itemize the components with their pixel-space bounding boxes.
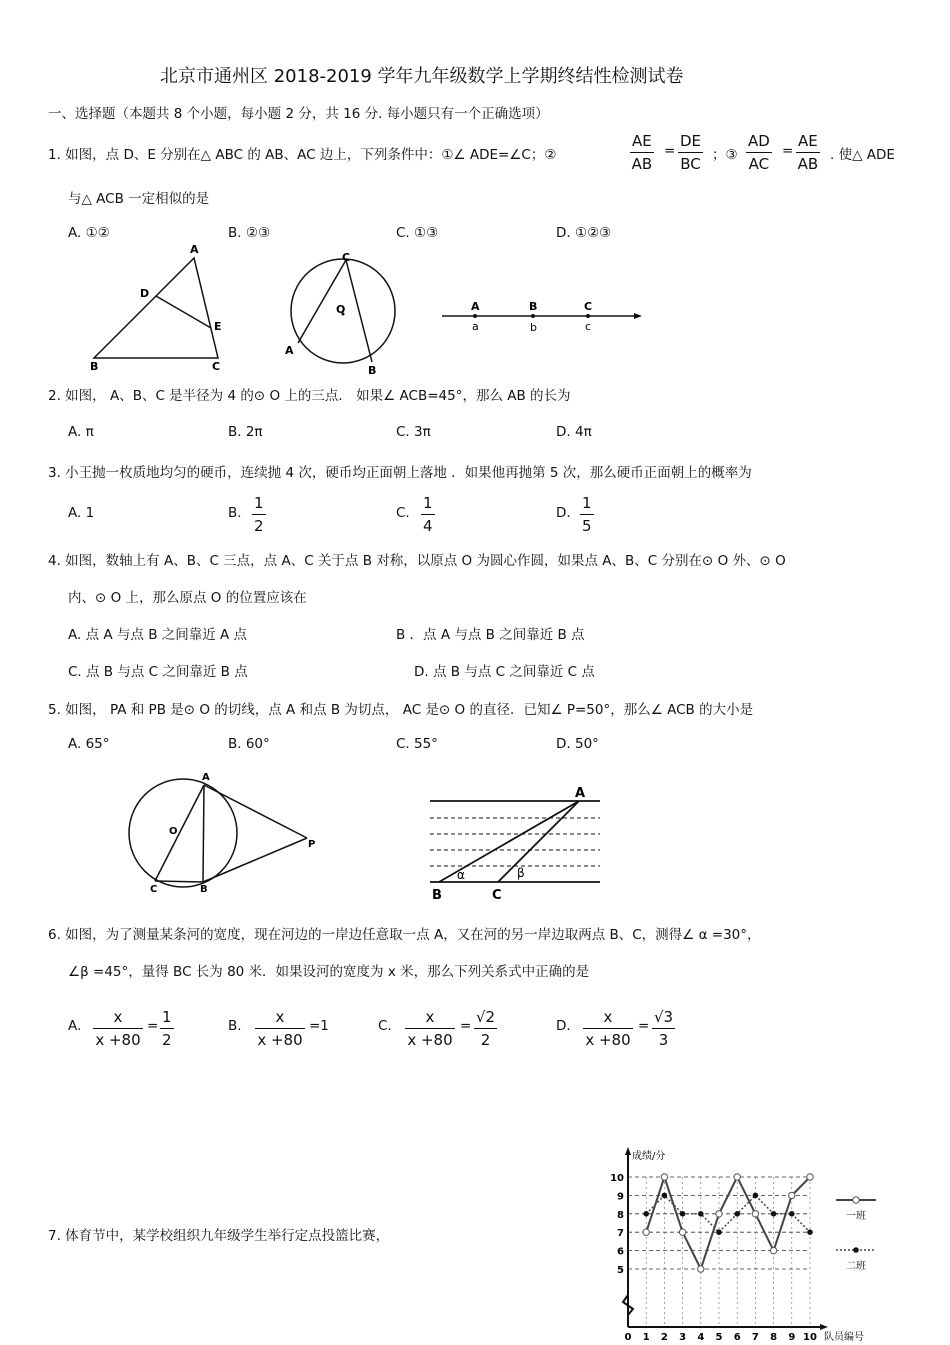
series-point-1 [679, 1229, 685, 1235]
series-point-1 [734, 1174, 740, 1180]
q2-option-c: C. 3π [396, 424, 431, 440]
q3-option-b-fraction [252, 492, 266, 537]
denominator: AB [797, 155, 819, 173]
y-axis-arrow [625, 1147, 631, 1155]
y-tick-label: 10 [610, 1173, 624, 1184]
denominator: 3 [658, 1031, 669, 1049]
series-point-1 [716, 1211, 722, 1217]
q1-option-a: A. ①② [68, 225, 110, 241]
y-tick-label: 7 [617, 1228, 624, 1240]
x-tick-label: 8 [770, 1332, 778, 1343]
x-tick-label: 7 [751, 1332, 759, 1343]
equals: = [147, 1018, 159, 1034]
series-point-1 [770, 1247, 776, 1253]
q3-option-c-fraction [421, 492, 435, 537]
y-tick-label: 6 [617, 1246, 624, 1258]
q6-stem-2: ∠β =45°，量得 BC 长为 80 米．如果设河的宽度为 x 米，那么下列关系式中正确的是 [68, 964, 590, 980]
denominator: BC [680, 155, 701, 173]
q1-fraction-3 [746, 130, 772, 175]
river-figure [425, 782, 610, 904]
q5-option-a: A. 65° [68, 736, 110, 752]
q4-stem-2: 内、⊙ O 上，那么原点 O 的位置应该在 [68, 590, 307, 606]
series-point-2 [680, 1211, 686, 1217]
legend-marker-2 [853, 1247, 859, 1253]
q6-option-c: C. [378, 1018, 392, 1034]
q2-option-a: A. π [68, 424, 94, 440]
x-tick-label: 1 [642, 1332, 650, 1343]
y-axis-label: 成绩/分 [632, 1151, 666, 1162]
denominator: AC [748, 155, 770, 173]
q3-option-c: C. [396, 505, 410, 521]
denominator: x +80 [257, 1031, 303, 1049]
q5-option-c: C. 55° [396, 736, 438, 752]
equals: = [460, 1018, 472, 1034]
y-tick-label: 9 [617, 1191, 624, 1203]
numerator: √2 [474, 1006, 497, 1029]
numerator: 1 [580, 492, 594, 515]
q1-option-c: C. ①③ [396, 225, 439, 241]
numerator: x [93, 1006, 143, 1029]
q1-option-d: D. ①②③ [556, 225, 612, 241]
q4-option-a: A. 点 A 与点 B 之间靠近 A 点 [68, 627, 248, 643]
q6-option-c-rhs [474, 1006, 497, 1051]
triangle-figure [80, 240, 240, 375]
x-tick-label: 10 [803, 1332, 817, 1343]
label-b: B [529, 300, 538, 313]
label-a: A [285, 344, 294, 357]
label-b: B [432, 888, 442, 903]
q3-stem: 3. 小王抛一枚质地均匀的硬币，连续抛 4 次，硬币均正面朝上落地 ．如果他再抛第 5 次，那么硬币正面朝上的概率为 [48, 465, 752, 481]
series-point-1 [789, 1192, 795, 1198]
numerator: AE [630, 130, 654, 153]
numerator: x [405, 1006, 455, 1029]
numerator: AE [796, 130, 820, 153]
section-heading: 一、选择题（本题共 8 个小题，每小题 2 分，共 16 分. 每小题只有一个正确选项） [48, 106, 549, 122]
label-o: O [169, 826, 178, 837]
q3-option-d: D. [556, 505, 571, 521]
x-axis-arrow [820, 1324, 828, 1330]
series-point-2 [753, 1193, 759, 1199]
series-point-2 [789, 1211, 795, 1217]
x-tick-label: 0 [624, 1332, 632, 1343]
series-point-2 [734, 1211, 740, 1217]
q6-option-d-lhs [583, 1006, 633, 1051]
series-point-1 [698, 1266, 704, 1272]
q5-option-d: D. 50° [556, 736, 599, 752]
q4-option-c: C. 点 B 与点 C 之间靠近 B 点 [68, 664, 248, 680]
label-b: B [90, 360, 99, 373]
label-b: B [200, 884, 208, 895]
numerator: x [583, 1006, 633, 1029]
denominator: 2 [162, 1031, 172, 1049]
series-point-1 [661, 1174, 667, 1180]
q6-option-d-rhs [652, 1006, 675, 1051]
number-line-figure [440, 295, 650, 340]
denominator: 5 [582, 517, 592, 535]
denominator: 4 [423, 517, 433, 535]
x-tick-label: 9 [788, 1332, 796, 1343]
q2-option-b: B. 2π [228, 424, 263, 440]
label-c: C [212, 360, 221, 373]
numerator: DE [678, 130, 703, 153]
tangent-circle-figure [120, 768, 330, 898]
q6-option-a: A. [68, 1018, 82, 1034]
denominator: 2 [480, 1031, 491, 1049]
label-e: E [214, 320, 222, 333]
y-tick-label: 5 [617, 1265, 624, 1276]
q6-option-a-lhs [93, 1006, 143, 1051]
q5-stem: 5. 如图， PA 和 PB 是⊙ O 的切线，点 A 和点 B 为切点， AC 是⊙ O 的直径．已知∠ P=50°，那么∠ ACB 的大小是 [48, 702, 754, 718]
denominator: x +80 [585, 1031, 631, 1049]
q1-stem: 1. 如图，点 D、E 分别在△ ABC 的 AB、AC 边上，下列条件中：①∠ ADE=∠C；② [48, 147, 557, 163]
series-point-2 [716, 1229, 722, 1235]
label-a: A [471, 300, 480, 313]
series-point-2 [771, 1211, 777, 1217]
x-tick-label: 5 [715, 1332, 723, 1343]
numerator: x [255, 1006, 305, 1029]
legend-marker-1 [853, 1197, 859, 1203]
x-tick-label: 2 [660, 1332, 668, 1343]
label-p: P [308, 839, 316, 850]
legend-label-1: 一班 [846, 1211, 866, 1222]
q1-fraction-4 [796, 130, 820, 175]
q7-stem: 7. 体育节中，某学校组织九年级学生举行定点投篮比赛， [48, 1228, 390, 1244]
label-a: A [202, 772, 210, 783]
denominator: AB [631, 155, 653, 173]
series-point-2 [807, 1229, 813, 1235]
label-c: C [150, 884, 158, 895]
q6-option-a-rhs [160, 1006, 174, 1051]
label-d: D [140, 287, 150, 300]
equals: = [664, 143, 676, 159]
q6-option-b-lhs [255, 1006, 305, 1051]
numerator: 1 [252, 492, 266, 515]
q3-option-d-fraction [580, 492, 594, 537]
label-b-lower: b [530, 321, 537, 334]
label-o: O [336, 303, 346, 316]
q4-option-d: D. 点 B 与点 C 之间靠近 C 点 [414, 664, 595, 680]
q6-option-b: B. [228, 1018, 242, 1034]
label-a-lower: a [472, 320, 479, 333]
numerator: AD [746, 130, 772, 153]
x-tick-label: 3 [679, 1332, 687, 1343]
q4-stem: 4. 如图，数轴上有 A、B、C 三点，点 A、C 关于点 B 对称，以原点 O 为圆心作圆，如果点 A、B、C 分别在⊙ O 外、⊙ O [48, 553, 786, 569]
series-point-2 [662, 1193, 668, 1199]
score-line-chart [600, 1145, 890, 1345]
numerator: 1 [421, 492, 435, 515]
q6-option-d: D. [556, 1018, 571, 1034]
x-tick-label: 6 [733, 1332, 741, 1343]
q3-option-a: A. 1 [68, 505, 95, 521]
y-tick-label: 8 [617, 1209, 624, 1221]
q3-option-b: B. [228, 505, 242, 521]
denominator: x +80 [407, 1031, 453, 1049]
series-point-1 [807, 1174, 813, 1180]
label-c: C [342, 251, 351, 264]
separator: ；③ [712, 147, 738, 163]
q2-stem: 2. 如图， A、B、C 是半径为 4 的⊙ O 上的三点． 如果∠ ACB=45°，那么 AB 的长为 [48, 388, 571, 404]
numerator: 1 [160, 1006, 174, 1029]
label-c: C [584, 300, 593, 313]
q5-option-b: B. 60° [228, 736, 270, 752]
series-point-2 [698, 1211, 704, 1217]
x-axis-label: 队员编号 [824, 1332, 864, 1343]
q1-fraction-1 [630, 130, 654, 175]
label-alpha: α [457, 868, 465, 882]
q6-option-c-lhs [405, 1006, 455, 1051]
equals: = [638, 1018, 650, 1034]
q1-fraction-2 [678, 130, 703, 175]
q1-stem-2: 与△ ACB 一定相似的是 [68, 191, 210, 207]
page-title: 北京市通州区 2018-2019 学年九年级数学上学期终结性检测试卷 [160, 66, 684, 87]
equals-one: =1 [309, 1018, 329, 1034]
denominator: x +80 [95, 1031, 141, 1049]
label-c: C [492, 888, 502, 903]
series-point-1 [643, 1229, 649, 1235]
equals: = [782, 143, 794, 159]
series-point-1 [752, 1211, 758, 1217]
label-beta: β [517, 866, 525, 880]
label-b: B [368, 364, 377, 377]
q1-option-b: B. ②③ [228, 225, 271, 241]
x-tick-label: 4 [697, 1332, 705, 1343]
q6-stem: 6. 如图，为了测量某条河的宽度，现在河边的一岸边任意取一点 A，又在河的另一岸边取两点 B、C，测得∠ α =30°， [48, 927, 761, 943]
numerator: √3 [652, 1006, 675, 1029]
legend-label-2: 二班 [846, 1261, 866, 1272]
circle-figure [280, 250, 410, 380]
label-a: A [575, 786, 586, 801]
q1-stem-end: . 使△ ADE [830, 147, 895, 163]
label-a: A [190, 243, 199, 256]
series-point-2 [643, 1211, 649, 1217]
q2-option-d: D. 4π [556, 424, 592, 440]
q4-option-b: B ．点 A 与点 B 之间靠近 B 点 [396, 627, 585, 643]
label-c-lower: c [585, 320, 592, 333]
denominator: 2 [254, 517, 264, 535]
